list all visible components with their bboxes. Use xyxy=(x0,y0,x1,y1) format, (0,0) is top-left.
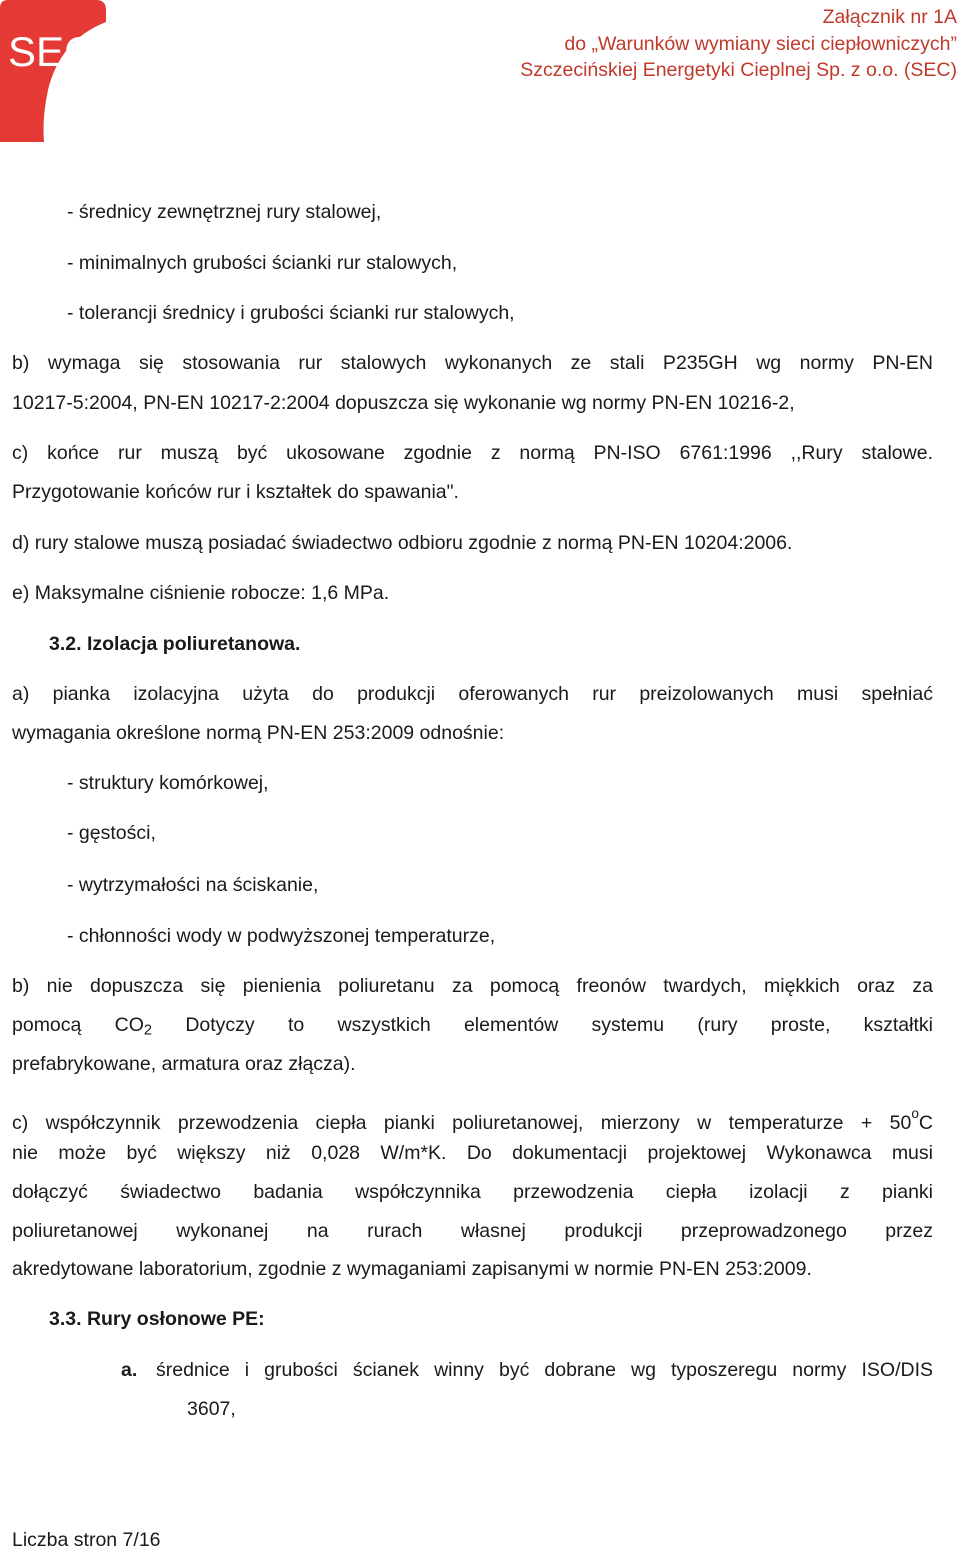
paragraph-c2-line-1-text: c) współczynnik przewodzenia ciepła pianki poliuretanowej, mierzony w temperaturze + 50 xyxy=(12,1111,912,1134)
list-item-min-wall-thickness: - minimalnych grubości ścianki rur stalowych, xyxy=(67,252,458,274)
paragraph-a-line-1: a) pianka izolacyjna użyta do produkcji oferowanych rur preizolowanych musi spełniać xyxy=(12,683,933,705)
header-line-3: Szczecińskiej Energetyki Cieplnej Sp. z o.o. (SEC) xyxy=(520,59,957,81)
section-heading-3-3: 3.3. Rury osłonowe PE: xyxy=(49,1308,265,1330)
paragraph-b2-line-1: b) nie dopuszcza się pienienia poliuretanu za pomocą freonów twardych, miękkich oraz za xyxy=(12,975,933,997)
degree-sign: o xyxy=(911,1106,919,1121)
paragraph-c-line-1: c) końce rur muszą być ukosowane zgodnie z normą PN-ISO 6761:1996 ,,Rury stalowe. xyxy=(12,442,933,464)
paragraph-b2-line-2-rest: Dotyczy to wszystkich elementów systemu (rury proste, kształtki xyxy=(152,1014,933,1036)
paragraph-c2-line-5: akredytowane laboratorium, zgodnie z wymaganiami zapisanymi w normie PN-EN 253:2009. xyxy=(12,1258,812,1280)
list-item-compressive-strength: - wytrzymałości na ściskanie, xyxy=(67,874,319,896)
list-item-outer-diameter: - średnicy zewnętrznej rury stalowej, xyxy=(67,201,382,223)
paragraph-c2-line-2: nie może być większy niż 0,028 W/m*K. Do dokumentacji projektowej Wykonawca musi xyxy=(12,1142,933,1164)
header-line-1: Załącznik nr 1A xyxy=(822,6,957,28)
list-item-a-line-2: 3607, xyxy=(187,1398,236,1420)
paragraph-c2-line-1 xyxy=(12,1102,933,1135)
co2-prefix: pomocą CO xyxy=(12,1014,144,1036)
paragraph-c2-line-4: poliuretanowej wykonanej na rurach własnej produkcji przeprowadzonego przez xyxy=(12,1220,933,1242)
paragraph-a-line-2: wymagania określone normą PN-EN 253:2009 odnośnie: xyxy=(12,722,505,744)
logo-text: SEC xyxy=(8,28,95,75)
list-label-a: a. xyxy=(121,1359,138,1381)
section-heading-3-2: 3.2. Izolacja poliuretanowa. xyxy=(49,633,301,655)
paragraph-b2-line-3: prefabrykowane, armatura oraz złącza). xyxy=(12,1053,356,1075)
list-item-tolerance: - tolerancji średnicy i grubości ścianki rur stalowych, xyxy=(67,302,515,324)
paragraph-d: d) rury stalowe muszą posiadać świadectwo odbioru zgodnie z normą PN-EN 10204:2006. xyxy=(12,532,793,554)
list-item-water-absorption: - chłonności wody w podwyższonej temperaturze, xyxy=(67,925,496,947)
paragraph-e: e) Maksymalne ciśnienie robocze: 1,6 MPa. xyxy=(12,582,390,604)
list-item-a-line-1: średnice i grubości ścianek winny być dobrane wg typoszeregu normy ISO/DIS xyxy=(156,1359,933,1381)
paragraph-c2-line-3: dołączyć świadectwo badania współczynnika przewodzenia ciepła izolacji z pianki xyxy=(12,1181,933,1203)
list-item-cell-structure: - struktury komórkowej, xyxy=(67,772,269,794)
paragraph-b-line-2: 10217-5:2004, PN-EN 10217-2:2004 dopuszcza się wykonanie wg normy PN-EN 10216-2, xyxy=(12,392,795,414)
paragraph-b2-line-2 xyxy=(12,1013,933,1043)
page-count: Liczba stron 7/16 xyxy=(12,1529,161,1551)
sec-logo xyxy=(0,0,106,142)
paragraph-c-line-2: Przygotowanie końców rur i kształtek do spawania". xyxy=(12,481,459,503)
co2-subscript: 2 xyxy=(143,1022,153,1039)
document-header xyxy=(520,4,957,84)
paragraph-b-line-1: b) wymaga się stosowania rur stalowych wykonanych ze stali P235GH wg normy PN-EN xyxy=(12,352,933,374)
list-item-density: - gęstości, xyxy=(67,822,156,844)
header-line-2: do „Warunków wymiany sieci ciepłowniczych” xyxy=(564,32,957,55)
celsius-unit: C xyxy=(918,1111,933,1134)
